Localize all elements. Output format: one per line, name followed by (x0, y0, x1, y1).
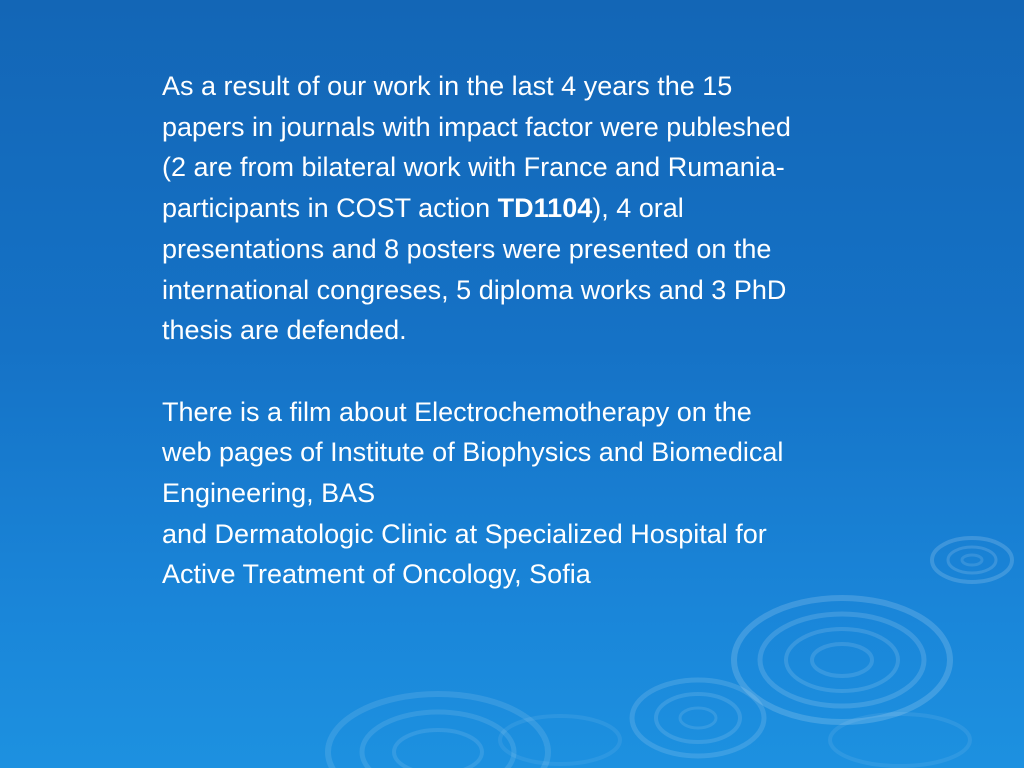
text-line: international congreses, 5 diploma works and 3 PhD (162, 274, 787, 305)
text-line: web pages of Institute of Biophysics and Biomedical (162, 437, 784, 468)
paragraph-film (162, 392, 982, 596)
text-line: (2 are from bilateral work with France and Rumania- (162, 152, 785, 183)
text-line: As a result of our work in the last 4 years the 15 (162, 71, 733, 101)
text-fragment: ), 4 oral (592, 193, 684, 224)
text-line: Active Treatment of Oncology, Sofia (162, 559, 591, 590)
text-line: presentations and 8 posters were presented on the (162, 233, 772, 264)
paragraph-publications (162, 66, 982, 351)
text-line: papers in journals with impact factor were publeshed (162, 111, 791, 142)
text-line: thesis are defended. (162, 315, 407, 346)
cost-action-code: TD1104 (497, 193, 593, 224)
text-line: There is a film about Electrochemotherapy on the (162, 396, 752, 427)
text-line: and Dermatologic Clinic at Specialized Hospital for (162, 518, 767, 549)
text-line (162, 188, 982, 229)
slide-body-text (162, 66, 982, 595)
text-fragment: participants in COST action (162, 193, 498, 224)
text-line: Engineering, BAS (162, 478, 376, 509)
paragraph-spacer (162, 351, 982, 392)
